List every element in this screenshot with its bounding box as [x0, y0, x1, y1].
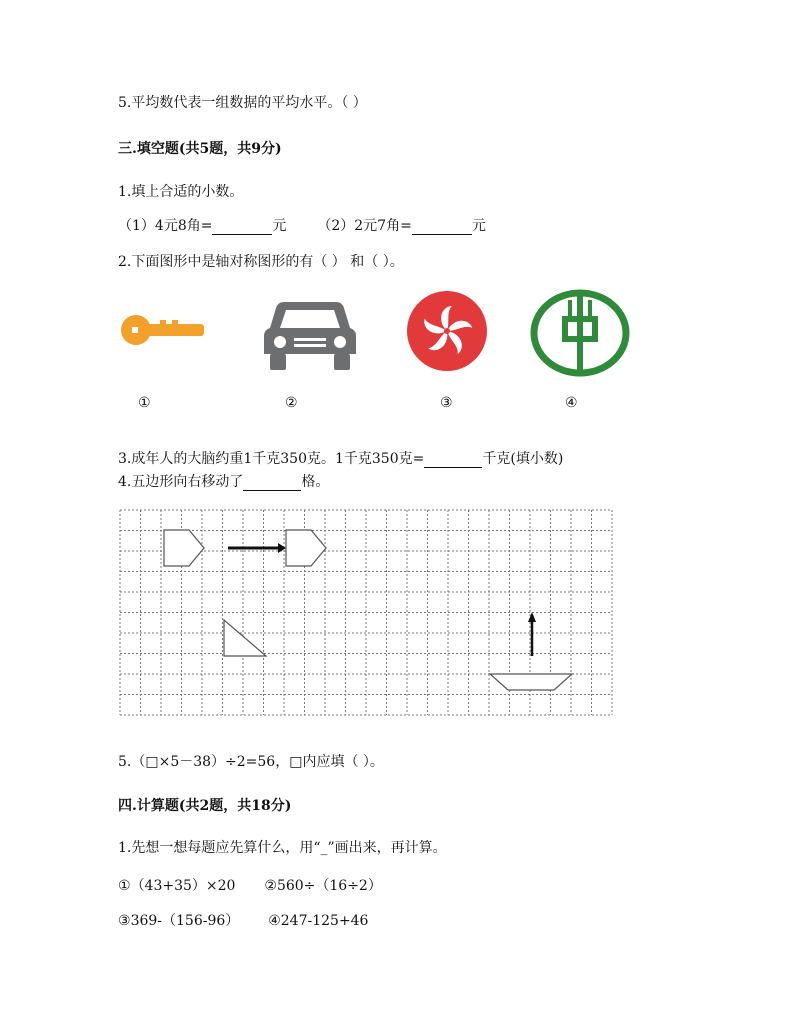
calc-expr-3: 369-（156-96） [130, 913, 240, 929]
question-1-stem: 1.填上合适的小数。 [118, 184, 244, 200]
figure-label-2: ② [285, 395, 298, 411]
question-1-parts [118, 215, 486, 235]
figure-label-1: ① [138, 395, 151, 411]
key-icon [118, 310, 208, 350]
trapezoid-shape [490, 674, 572, 690]
question-2-stem: 2.下面图形中是轴对称图形的有（ ） 和（ ）。 [118, 254, 404, 270]
question-4 [118, 471, 329, 491]
question-4-unit: 格。 [301, 474, 330, 490]
answer-blank [212, 234, 272, 235]
calc-expr-4: 247-125+46 [280, 913, 369, 929]
part-2-unit: 元 [471, 218, 486, 234]
calc-row-1 [118, 875, 382, 895]
agricultural-bank-logo-icon [530, 290, 630, 376]
answer-blank [424, 467, 482, 468]
question-3-text: 3.成年人的大脑约重1千克350克。1千克350克= [118, 451, 425, 467]
pentagon-moved [286, 530, 326, 566]
part-1-unit: 元 [272, 218, 287, 234]
hong-kong-flower-emblem-icon [406, 290, 488, 372]
calc-num-2: ② [264, 878, 277, 894]
calc-num-4: ④ [268, 913, 281, 929]
calc-num-1: ① [118, 878, 131, 894]
section-4-title: 四.计算题(共2题，共18分) [118, 798, 292, 814]
pentagon-original [164, 530, 204, 566]
question-3-unit: 千克(填小数) [482, 451, 564, 467]
question-4-text: 4.五边形向右移动了 [118, 474, 244, 490]
question-5-fill: 5.（□×5－38）÷2=56，□内应填（ ）。 [118, 754, 384, 770]
section-3-title: 三.填空题(共5题，共9分) [118, 141, 282, 157]
calc-row-2 [118, 910, 368, 930]
answer-blank [412, 234, 472, 235]
true-false-question-5: 5.平均数代表一组数据的平均水平。（ ） [118, 95, 367, 111]
part-2-prefix: （2）2元7角= [317, 218, 412, 234]
answer-blank [243, 490, 301, 491]
triangle-shape [224, 620, 266, 656]
figure-label-4: ④ [565, 395, 578, 411]
car-icon [264, 296, 356, 372]
question-3 [118, 448, 563, 468]
calc-stem: 1.先想一想每题应先算什么，用“_”画出来，再计算。 [118, 840, 447, 856]
part-1-prefix: （1）4元8角= [118, 218, 213, 234]
calc-expr-1: （43+35）×20 [130, 878, 236, 894]
calc-num-3: ③ [118, 913, 131, 929]
movement-grid-figure [118, 510, 616, 712]
calc-expr-2: 560÷（16÷2） [276, 878, 382, 894]
figure-label-3: ③ [440, 395, 453, 411]
